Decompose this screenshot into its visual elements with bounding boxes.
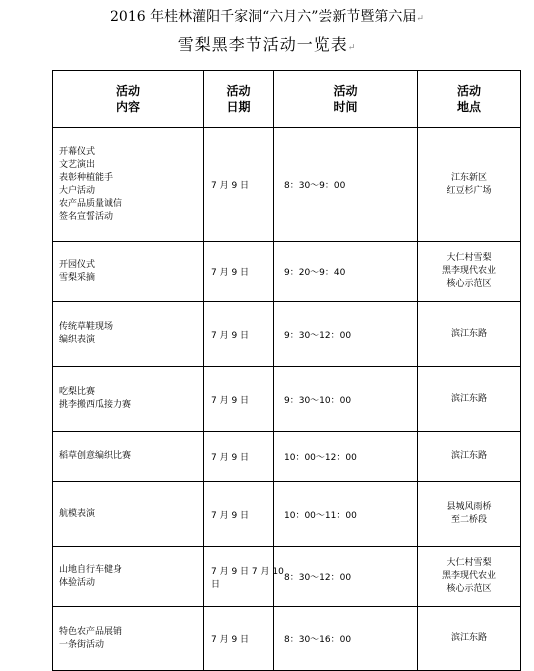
- activity-content-cell: 吃梨比赛 挑李搬西瓜接力赛: [53, 367, 204, 432]
- activity-time-cell: 9：30～12：00: [274, 302, 418, 367]
- activity-time-cell: 9：20～9：40: [274, 242, 418, 302]
- table-row: [53, 128, 521, 242]
- activity-content-cell: 特色农产品展销 一条街活动: [53, 607, 204, 671]
- activity-time-cell: 8：30～9：00: [274, 128, 418, 242]
- table-body: [53, 128, 521, 671]
- activity-table: [52, 70, 521, 671]
- activity-content-cell: 开幕仪式 文艺演出 表彰种植能手 大户活动 农产品质量诚信 签名宣誓活动: [53, 128, 204, 242]
- header-place: 活动 地点: [418, 71, 521, 128]
- activity-place-cell: 大仁村雪梨 黑李现代农业 核心示范区: [418, 547, 521, 607]
- activity-content-cell: 开园仪式 雪梨采摘: [53, 242, 204, 302]
- activity-time-cell: 8：30～12：00: [274, 547, 418, 607]
- table-row: [53, 432, 521, 482]
- activity-content-cell: 山地自行车健身 体验活动: [53, 547, 204, 607]
- activity-time-cell: 10：00～12：00: [274, 432, 418, 482]
- table-row: [53, 607, 521, 671]
- header-date: 活动 日期: [204, 71, 274, 128]
- table-row: [53, 367, 521, 432]
- activity-content-cell: 传统草鞋现场 编织表演: [53, 302, 204, 367]
- activity-date-cell: 7 月 9 日: [204, 482, 274, 547]
- table-row: [53, 242, 521, 302]
- activity-time-cell: 9：30～10：00: [274, 367, 418, 432]
- activity-place-cell: 滨江东路: [418, 302, 521, 367]
- activity-place-cell: 滨江东路: [418, 367, 521, 432]
- activity-date-cell: 7 月 9 日: [204, 128, 274, 242]
- activity-date-cell: 7 月 9 日: [204, 302, 274, 367]
- table-row: [53, 482, 521, 547]
- activity-time-cell: 8：30～16：00: [274, 607, 418, 671]
- activity-date-cell: 7 月 9 日: [204, 607, 274, 671]
- document-title-line1: 2016 年桂林灌阳千家洞“六月六”尝新节暨第六届↵: [110, 9, 424, 25]
- paragraph-mark: ↵: [416, 14, 424, 24]
- table-row: [53, 547, 521, 607]
- header-time: 活动 时间: [274, 71, 418, 128]
- activity-content-cell: 航模表演: [53, 482, 204, 547]
- paragraph-mark: ↵: [347, 43, 357, 53]
- activity-place-cell: 江东新区 红豆杉广场: [418, 128, 521, 242]
- activity-content-cell: 稻草创意编织比赛: [53, 432, 204, 482]
- activity-date-cell: 7 月 9 日 7 月 10 日: [204, 547, 274, 607]
- table-row: [53, 302, 521, 367]
- activity-date-cell: 7 月 9 日: [204, 367, 274, 432]
- activity-date-cell: 7 月 9 日: [204, 242, 274, 302]
- activity-place-cell: 大仁村雪梨 黑李现代农业 核心示范区: [418, 242, 521, 302]
- activity-place-cell: 滨江东路: [418, 432, 521, 482]
- activity-place-cell: 滨江东路: [418, 607, 521, 671]
- table-header-row: [53, 71, 521, 128]
- document-title-line2: 雪梨黑李节活动一览表↵: [177, 35, 357, 54]
- activity-place-cell: 县城风雨桥 至二桥段: [418, 482, 521, 547]
- activity-time-cell: 10：00～11：00: [274, 482, 418, 547]
- activity-date-cell: 7 月 9 日: [204, 432, 274, 482]
- header-content: 活动 内容: [53, 71, 204, 128]
